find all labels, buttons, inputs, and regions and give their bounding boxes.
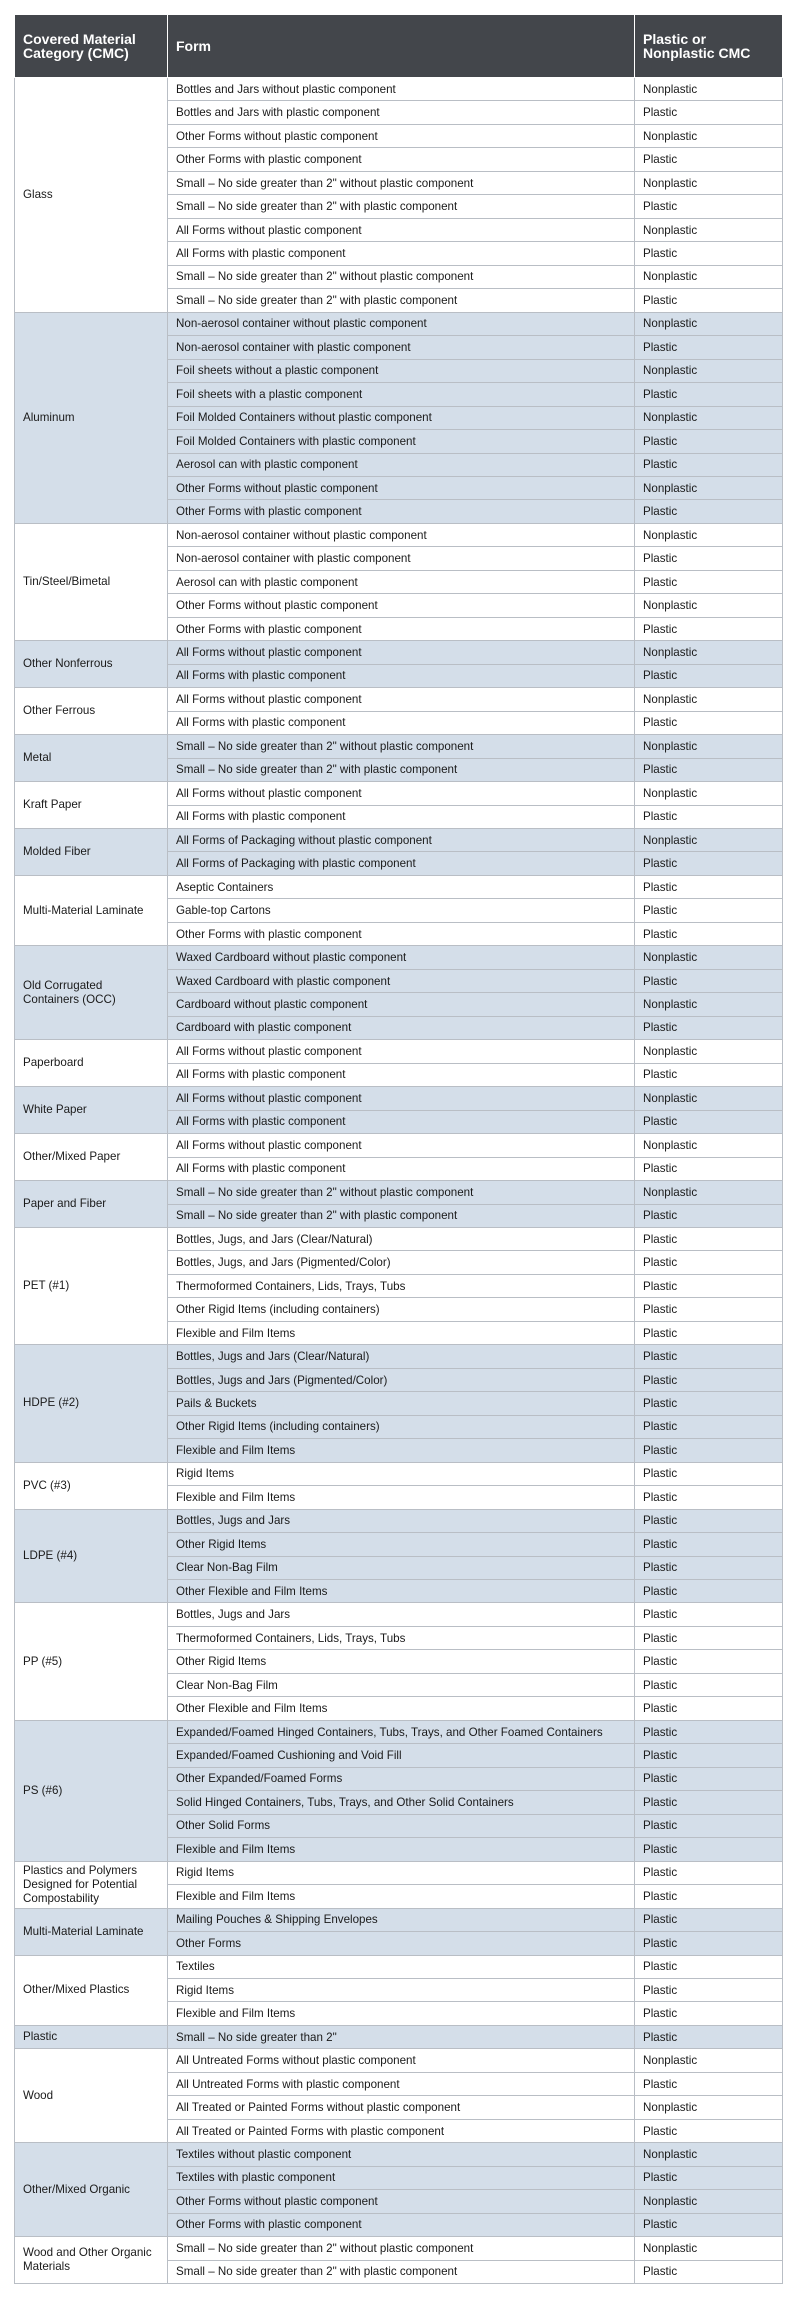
table-row bbox=[15, 312, 783, 335]
plastic-status-cell: Nonplastic bbox=[635, 1181, 783, 1204]
table-row bbox=[15, 523, 783, 546]
category-cell: Multi-Material Laminate bbox=[15, 875, 168, 945]
form-cell: Bottles and Jars without plastic component bbox=[168, 78, 635, 101]
form-cell: All Forms with plastic component bbox=[168, 711, 635, 734]
form-cell: Cardboard with plastic component bbox=[168, 1016, 635, 1039]
form-cell: All Forms of Packaging without plastic component bbox=[168, 829, 635, 852]
plastic-status-cell: Nonplastic bbox=[635, 312, 783, 335]
table-row bbox=[15, 1462, 783, 1485]
form-cell: Aerosol can with plastic component bbox=[168, 453, 635, 476]
table-header bbox=[15, 15, 783, 78]
table-row bbox=[15, 1955, 783, 1978]
cmc-table bbox=[14, 14, 783, 2284]
plastic-status-cell: Nonplastic bbox=[635, 2049, 783, 2072]
form-cell: Small – No side greater than 2" without plastic component bbox=[168, 1181, 635, 1204]
table-row bbox=[15, 78, 783, 101]
category-cell: Old Corrugated Containers (OCC) bbox=[15, 946, 168, 1040]
form-cell: Foil sheets with a plastic component bbox=[168, 383, 635, 406]
form-cell: Solid Hinged Containers, Tubs, Trays, and Other Solid Containers bbox=[168, 1791, 635, 1814]
plastic-status-cell: Plastic bbox=[635, 1603, 783, 1626]
form-cell: Other Forms bbox=[168, 1932, 635, 1955]
plastic-status-cell: Plastic bbox=[635, 500, 783, 523]
plastic-status-cell: Plastic bbox=[635, 1274, 783, 1297]
form-cell: Non-aerosol container without plastic component bbox=[168, 523, 635, 546]
category-cell: Tin/Steel/Bimetal bbox=[15, 523, 168, 640]
plastic-status-cell: Plastic bbox=[635, 1321, 783, 1344]
table-body bbox=[15, 78, 783, 2284]
plastic-status-cell: Plastic bbox=[635, 1673, 783, 1696]
table-row bbox=[15, 875, 783, 898]
form-cell: All Forms with plastic component bbox=[168, 1157, 635, 1180]
table-row bbox=[15, 1861, 783, 1884]
plastic-status-cell: Plastic bbox=[635, 1885, 783, 1908]
plastic-status-cell: Plastic bbox=[635, 664, 783, 687]
plastic-status-cell: Nonplastic bbox=[635, 782, 783, 805]
plastic-status-cell: Nonplastic bbox=[635, 1087, 783, 1110]
plastic-status-cell: Nonplastic bbox=[635, 406, 783, 429]
form-cell: Thermoformed Containers, Lids, Trays, Tubs bbox=[168, 1274, 635, 1297]
plastic-status-cell: Plastic bbox=[635, 1110, 783, 1133]
plastic-status-cell: Plastic bbox=[635, 547, 783, 570]
category-cell: Other/Mixed Organic bbox=[15, 2143, 168, 2237]
table-row bbox=[15, 735, 783, 758]
form-cell: Non-aerosol container with plastic component bbox=[168, 547, 635, 570]
plastic-status-cell: Plastic bbox=[635, 1415, 783, 1438]
category-cell: Glass bbox=[15, 78, 168, 313]
form-cell: Small – No side greater than 2" without plastic component bbox=[168, 265, 635, 288]
form-cell: All Forms with plastic component bbox=[168, 1110, 635, 1133]
plastic-status-cell: Plastic bbox=[635, 2166, 783, 2189]
table-row bbox=[15, 2025, 783, 2048]
form-cell: Bottles, Jugs and Jars bbox=[168, 1603, 635, 1626]
plastic-status-cell: Plastic bbox=[635, 1298, 783, 1321]
category-cell: Other Nonferrous bbox=[15, 641, 168, 688]
category-cell: Paper and Fiber bbox=[15, 1181, 168, 1228]
form-cell: Mailing Pouches & Shipping Envelopes bbox=[168, 1908, 635, 1931]
form-cell: Flexible and Film Items bbox=[168, 1486, 635, 1509]
plastic-status-cell: Plastic bbox=[635, 1720, 783, 1743]
form-cell: Clear Non-Bag Film bbox=[168, 1673, 635, 1696]
plastic-status-cell: Plastic bbox=[635, 1744, 783, 1767]
header-category: Covered Material Category (CMC) bbox=[15, 15, 168, 78]
form-cell: Waxed Cardboard without plastic component bbox=[168, 946, 635, 969]
form-cell: Bottles and Jars with plastic component bbox=[168, 101, 635, 124]
form-cell: Aerosol can with plastic component bbox=[168, 570, 635, 593]
plastic-status-cell: Plastic bbox=[635, 1556, 783, 1579]
form-cell: Small – No side greater than 2" with plastic component bbox=[168, 195, 635, 218]
form-cell: Flexible and Film Items bbox=[168, 1885, 635, 1908]
plastic-status-cell: Plastic bbox=[635, 1767, 783, 1790]
table-row bbox=[15, 829, 783, 852]
form-cell: Other Solid Forms bbox=[168, 1814, 635, 1837]
plastic-status-cell: Plastic bbox=[635, 1157, 783, 1180]
plastic-status-cell: Plastic bbox=[635, 2119, 783, 2142]
plastic-status-cell: Plastic bbox=[635, 1227, 783, 1250]
plastic-status-cell: Plastic bbox=[635, 1932, 783, 1955]
cmc-table-container bbox=[14, 14, 782, 2284]
form-cell: Bottles, Jugs and Jars bbox=[168, 1509, 635, 1532]
plastic-status-cell: Nonplastic bbox=[635, 2237, 783, 2260]
form-cell: All Treated or Painted Forms with plastic component bbox=[168, 2119, 635, 2142]
plastic-status-cell: Plastic bbox=[635, 148, 783, 171]
form-cell: All Forms without plastic component bbox=[168, 1087, 635, 1110]
form-cell: Other Rigid Items (including containers) bbox=[168, 1415, 635, 1438]
category-cell: Multi-Material Laminate bbox=[15, 1908, 168, 1955]
table-row bbox=[15, 946, 783, 969]
plastic-status-cell: Nonplastic bbox=[635, 2096, 783, 2119]
table-row bbox=[15, 1227, 783, 1250]
category-cell: PS (#6) bbox=[15, 1720, 168, 1861]
form-cell: All Untreated Forms without plastic component bbox=[168, 2049, 635, 2072]
form-cell: Other Forms with plastic component bbox=[168, 148, 635, 171]
plastic-status-cell: Plastic bbox=[635, 430, 783, 453]
category-cell: Plastic bbox=[15, 2025, 168, 2048]
table-row bbox=[15, 1509, 783, 1532]
category-cell: PVC (#3) bbox=[15, 1462, 168, 1509]
category-cell: PET (#1) bbox=[15, 1227, 168, 1344]
form-cell: Other Forms with plastic component bbox=[168, 2213, 635, 2236]
plastic-status-cell: Plastic bbox=[635, 1908, 783, 1931]
table-row bbox=[15, 1040, 783, 1063]
form-cell: All Untreated Forms with plastic component bbox=[168, 2072, 635, 2095]
plastic-status-cell: Plastic bbox=[635, 969, 783, 992]
form-cell: Bottles, Jugs, and Jars (Pigmented/Color) bbox=[168, 1251, 635, 1274]
category-cell: Wood bbox=[15, 2049, 168, 2143]
form-cell: Small – No side greater than 2" with plastic component bbox=[168, 2260, 635, 2283]
form-cell: Cardboard without plastic component bbox=[168, 993, 635, 1016]
form-cell: Gable-top Cartons bbox=[168, 899, 635, 922]
form-cell: Non-aerosol container with plastic component bbox=[168, 336, 635, 359]
plastic-status-cell: Plastic bbox=[635, 1580, 783, 1603]
table-row bbox=[15, 1134, 783, 1157]
form-cell: Foil sheets without a plastic component bbox=[168, 359, 635, 382]
plastic-status-cell: Nonplastic bbox=[635, 1040, 783, 1063]
plastic-status-cell: Plastic bbox=[635, 852, 783, 875]
header-row bbox=[15, 15, 783, 78]
plastic-status-cell: Plastic bbox=[635, 1063, 783, 1086]
plastic-status-cell: Nonplastic bbox=[635, 1134, 783, 1157]
plastic-status-cell: Plastic bbox=[635, 1345, 783, 1368]
header-form: Form bbox=[168, 15, 635, 78]
plastic-status-cell: Nonplastic bbox=[635, 688, 783, 711]
form-cell: Flexible and Film Items bbox=[168, 1321, 635, 1344]
plastic-status-cell: Nonplastic bbox=[635, 735, 783, 758]
form-cell: All Forms without plastic component bbox=[168, 1134, 635, 1157]
plastic-status-cell: Plastic bbox=[635, 570, 783, 593]
plastic-status-cell: Plastic bbox=[635, 1251, 783, 1274]
form-cell: All Forms without plastic component bbox=[168, 688, 635, 711]
form-cell: Expanded/Foamed Cushioning and Void Fill bbox=[168, 1744, 635, 1767]
plastic-status-cell: Plastic bbox=[635, 1533, 783, 1556]
form-cell: All Forms without plastic component bbox=[168, 782, 635, 805]
plastic-status-cell: Plastic bbox=[635, 1838, 783, 1861]
form-cell: Other Forms without plastic component bbox=[168, 2190, 635, 2213]
category-cell: Other Ferrous bbox=[15, 688, 168, 735]
plastic-status-cell: Plastic bbox=[635, 453, 783, 476]
plastic-status-cell: Plastic bbox=[635, 1791, 783, 1814]
form-cell: Other Forms without plastic component bbox=[168, 476, 635, 499]
table-row bbox=[15, 1181, 783, 1204]
table-row bbox=[15, 2049, 783, 2072]
form-cell: All Forms of Packaging with plastic component bbox=[168, 852, 635, 875]
form-cell: Other Flexible and Film Items bbox=[168, 1580, 635, 1603]
plastic-status-cell: Plastic bbox=[635, 2025, 783, 2048]
form-cell: Small – No side greater than 2" with plastic component bbox=[168, 289, 635, 312]
form-cell: All Forms without plastic component bbox=[168, 641, 635, 664]
plastic-status-cell: Plastic bbox=[635, 336, 783, 359]
form-cell: Flexible and Film Items bbox=[168, 1439, 635, 1462]
plastic-status-cell: Nonplastic bbox=[635, 2190, 783, 2213]
form-cell: Bottles, Jugs and Jars (Clear/Natural) bbox=[168, 1345, 635, 1368]
category-cell: White Paper bbox=[15, 1087, 168, 1134]
form-cell: Other Forms without plastic component bbox=[168, 594, 635, 617]
category-cell: HDPE (#2) bbox=[15, 1345, 168, 1462]
category-cell: Plastics and Polymers Designed for Potential Compostability bbox=[15, 1861, 168, 1908]
plastic-status-cell: Plastic bbox=[635, 1462, 783, 1485]
plastic-status-cell: Plastic bbox=[635, 242, 783, 265]
plastic-status-cell: Plastic bbox=[635, 922, 783, 945]
plastic-status-cell: Nonplastic bbox=[635, 523, 783, 546]
table-row bbox=[15, 2143, 783, 2166]
category-cell: Other/Mixed Plastics bbox=[15, 1955, 168, 2025]
plastic-status-cell: Plastic bbox=[635, 1861, 783, 1884]
plastic-status-cell: Nonplastic bbox=[635, 993, 783, 1016]
form-cell: Flexible and Film Items bbox=[168, 2002, 635, 2025]
plastic-status-cell: Plastic bbox=[635, 875, 783, 898]
plastic-status-cell: Nonplastic bbox=[635, 2143, 783, 2166]
form-cell: Other Forms without plastic component bbox=[168, 124, 635, 147]
category-cell: Wood and Other Organic Materials bbox=[15, 2237, 168, 2284]
plastic-status-cell: Nonplastic bbox=[635, 829, 783, 852]
plastic-status-cell: Nonplastic bbox=[635, 218, 783, 241]
plastic-status-cell: Plastic bbox=[635, 1978, 783, 2001]
form-cell: Other Flexible and Film Items bbox=[168, 1697, 635, 1720]
plastic-status-cell: Plastic bbox=[635, 1392, 783, 1415]
form-cell: Foil Molded Containers with plastic component bbox=[168, 430, 635, 453]
plastic-status-cell: Plastic bbox=[635, 383, 783, 406]
table-row bbox=[15, 1087, 783, 1110]
plastic-status-cell: Plastic bbox=[635, 195, 783, 218]
plastic-status-cell: Plastic bbox=[635, 101, 783, 124]
plastic-status-cell: Plastic bbox=[635, 1204, 783, 1227]
plastic-status-cell: Nonplastic bbox=[635, 359, 783, 382]
category-cell: Molded Fiber bbox=[15, 829, 168, 876]
form-cell: Textiles with plastic component bbox=[168, 2166, 635, 2189]
form-cell: Other Forms with plastic component bbox=[168, 617, 635, 640]
table-row bbox=[15, 1603, 783, 1626]
plastic-status-cell: Plastic bbox=[635, 711, 783, 734]
form-cell: Other Rigid Items bbox=[168, 1650, 635, 1673]
form-cell: Non-aerosol container without plastic component bbox=[168, 312, 635, 335]
form-cell: Rigid Items bbox=[168, 1978, 635, 2001]
plastic-status-cell: Nonplastic bbox=[635, 594, 783, 617]
plastic-status-cell: Plastic bbox=[635, 1509, 783, 1532]
form-cell: Bottles, Jugs, and Jars (Clear/Natural) bbox=[168, 1227, 635, 1250]
form-cell: All Treated or Painted Forms without plastic component bbox=[168, 2096, 635, 2119]
form-cell: Foil Molded Containers without plastic component bbox=[168, 406, 635, 429]
form-cell: Small – No side greater than 2" without plastic component bbox=[168, 735, 635, 758]
plastic-status-cell: Plastic bbox=[635, 1650, 783, 1673]
plastic-status-cell: Plastic bbox=[635, 1697, 783, 1720]
form-cell: Other Forms with plastic component bbox=[168, 922, 635, 945]
form-cell: All Forms with plastic component bbox=[168, 1063, 635, 1086]
plastic-status-cell: Plastic bbox=[635, 1626, 783, 1649]
form-cell: Pails & Buckets bbox=[168, 1392, 635, 1415]
form-cell: Aseptic Containers bbox=[168, 875, 635, 898]
plastic-status-cell: Nonplastic bbox=[635, 78, 783, 101]
plastic-status-cell: Plastic bbox=[635, 805, 783, 828]
plastic-status-cell: Plastic bbox=[635, 1368, 783, 1391]
form-cell: Small – No side greater than 2" without plastic component bbox=[168, 171, 635, 194]
form-cell: Rigid Items bbox=[168, 1462, 635, 1485]
category-cell: Paperboard bbox=[15, 1040, 168, 1087]
form-cell: Waxed Cardboard with plastic component bbox=[168, 969, 635, 992]
form-cell: Thermoformed Containers, Lids, Trays, Tubs bbox=[168, 1626, 635, 1649]
form-cell: Small – No side greater than 2" bbox=[168, 2025, 635, 2048]
category-cell: Aluminum bbox=[15, 312, 168, 523]
plastic-status-cell: Plastic bbox=[635, 617, 783, 640]
plastic-status-cell: Plastic bbox=[635, 899, 783, 922]
plastic-status-cell: Plastic bbox=[635, 2260, 783, 2283]
table-row bbox=[15, 641, 783, 664]
form-cell: All Forms with plastic component bbox=[168, 242, 635, 265]
form-cell: All Forms with plastic component bbox=[168, 664, 635, 687]
table-row bbox=[15, 1345, 783, 1368]
plastic-status-cell: Plastic bbox=[635, 2002, 783, 2025]
plastic-status-cell: Nonplastic bbox=[635, 641, 783, 664]
form-cell: Other Forms with plastic component bbox=[168, 500, 635, 523]
form-cell: All Forms without plastic component bbox=[168, 1040, 635, 1063]
category-cell: Kraft Paper bbox=[15, 782, 168, 829]
category-cell: LDPE (#4) bbox=[15, 1509, 168, 1603]
table-row bbox=[15, 2237, 783, 2260]
plastic-status-cell: Plastic bbox=[635, 1814, 783, 1837]
plastic-status-cell: Nonplastic bbox=[635, 171, 783, 194]
plastic-status-cell: Plastic bbox=[635, 1955, 783, 1978]
plastic-status-cell: Nonplastic bbox=[635, 124, 783, 147]
table-row bbox=[15, 688, 783, 711]
plastic-status-cell: Plastic bbox=[635, 1439, 783, 1462]
plastic-status-cell: Plastic bbox=[635, 758, 783, 781]
form-cell: Rigid Items bbox=[168, 1861, 635, 1884]
form-cell: Textiles bbox=[168, 1955, 635, 1978]
form-cell: Bottles, Jugs and Jars (Pigmented/Color) bbox=[168, 1368, 635, 1391]
form-cell: Small – No side greater than 2" with plastic component bbox=[168, 1204, 635, 1227]
plastic-status-cell: Plastic bbox=[635, 1486, 783, 1509]
form-cell: Other Rigid Items (including containers) bbox=[168, 1298, 635, 1321]
category-cell: Other/Mixed Paper bbox=[15, 1134, 168, 1181]
plastic-status-cell: Plastic bbox=[635, 2213, 783, 2236]
form-cell: Expanded/Foamed Hinged Containers, Tubs, Trays, and Other Foamed Containers bbox=[168, 1720, 635, 1743]
category-cell: PP (#5) bbox=[15, 1603, 168, 1720]
header-plastic-status: Plastic or Nonplastic CMC bbox=[635, 15, 783, 78]
form-cell: Small – No side greater than 2" with plastic component bbox=[168, 758, 635, 781]
plastic-status-cell: Nonplastic bbox=[635, 265, 783, 288]
form-cell: All Forms with plastic component bbox=[168, 805, 635, 828]
form-cell: Textiles without plastic component bbox=[168, 2143, 635, 2166]
table-row bbox=[15, 782, 783, 805]
plastic-status-cell: Nonplastic bbox=[635, 946, 783, 969]
plastic-status-cell: Plastic bbox=[635, 289, 783, 312]
table-row bbox=[15, 1720, 783, 1743]
category-cell: Metal bbox=[15, 735, 168, 782]
form-cell: Clear Non-Bag Film bbox=[168, 1556, 635, 1579]
form-cell: All Forms without plastic component bbox=[168, 218, 635, 241]
form-cell: Other Rigid Items bbox=[168, 1533, 635, 1556]
plastic-status-cell: Nonplastic bbox=[635, 476, 783, 499]
plastic-status-cell: Plastic bbox=[635, 2072, 783, 2095]
table-row bbox=[15, 1908, 783, 1931]
form-cell: Flexible and Film Items bbox=[168, 1838, 635, 1861]
form-cell: Other Expanded/Foamed Forms bbox=[168, 1767, 635, 1790]
form-cell: Small – No side greater than 2" without plastic component bbox=[168, 2237, 635, 2260]
plastic-status-cell: Plastic bbox=[635, 1016, 783, 1039]
